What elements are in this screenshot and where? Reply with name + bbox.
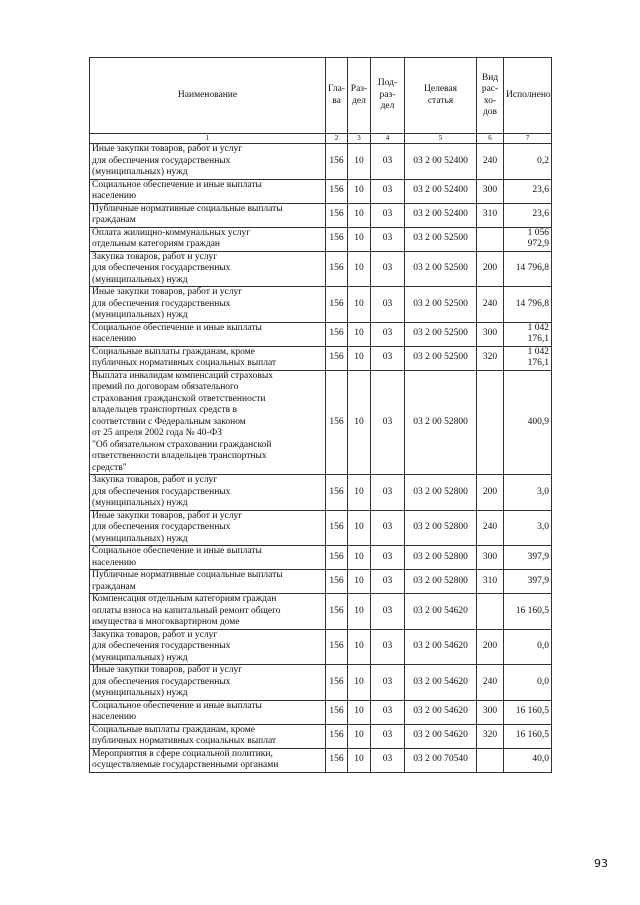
column-number: 7 (504, 134, 552, 144)
table-row (90, 700, 552, 724)
row-razdel: 10 (348, 748, 371, 772)
table-row (90, 227, 552, 251)
row-podrazdel: 03 (371, 144, 405, 180)
row-name: Иные закупки товаров, работ и услуг для обеспечения государственных (муниципальных) нужд (90, 144, 326, 180)
row-vid: 300 (477, 700, 504, 724)
column-number: 5 (405, 134, 477, 144)
row-amount: 0,0 (504, 629, 552, 665)
row-vid: 240 (477, 665, 504, 701)
row-name: Социальное обеспечение и иные выплаты населению (90, 322, 326, 346)
row-podrazdel: 03 (371, 629, 405, 665)
row-name: Мероприятия в сфере социальной политики, осуществляемые государственными органами (90, 748, 326, 772)
row-statya: 03 2 00 52800 (405, 546, 477, 570)
row-glava: 156 (326, 510, 348, 546)
row-name: Иные закупки товаров, работ и услуг для обеспечения государственных (муниципальных) нужд (90, 665, 326, 701)
row-name: Публичные нормативные социальные выплаты гражданам (90, 570, 326, 594)
row-podrazdel: 03 (371, 475, 405, 511)
row-podrazdel: 03 (371, 370, 405, 475)
row-glava: 156 (326, 370, 348, 475)
row-podrazdel: 03 (371, 748, 405, 772)
row-glava: 156 (326, 346, 348, 370)
row-podrazdel: 03 (371, 594, 405, 630)
row-podrazdel: 03 (371, 322, 405, 346)
header-row (90, 58, 552, 134)
row-glava: 156 (326, 322, 348, 346)
row-amount: 16 160,5 (504, 700, 552, 724)
header-razdel: Раз- дел (348, 58, 371, 134)
row-amount: 400,9 (504, 370, 552, 475)
row-vid: 320 (477, 724, 504, 748)
row-razdel: 10 (348, 700, 371, 724)
row-razdel: 10 (348, 203, 371, 227)
row-statya: 03 2 00 52500 (405, 322, 477, 346)
row-vid (477, 370, 504, 475)
header-glava: Гла- ва (326, 58, 348, 134)
row-vid: 310 (477, 570, 504, 594)
table-row (90, 665, 552, 701)
row-razdel: 10 (348, 724, 371, 748)
row-amount: 3,0 (504, 510, 552, 546)
row-glava: 156 (326, 287, 348, 323)
column-number: 3 (348, 134, 371, 144)
row-glava: 156 (326, 546, 348, 570)
table-row (90, 322, 552, 346)
row-razdel: 10 (348, 287, 371, 323)
header-amount: Исполнено (504, 58, 552, 134)
row-glava: 156 (326, 665, 348, 701)
row-vid: 320 (477, 346, 504, 370)
row-podrazdel: 03 (371, 700, 405, 724)
row-podrazdel: 03 (371, 510, 405, 546)
row-glava: 156 (326, 179, 348, 203)
row-amount: 40,0 (504, 748, 552, 772)
row-name: Социальное обеспечение и иные выплаты населению (90, 546, 326, 570)
row-podrazdel: 03 (371, 251, 405, 287)
row-name: Закупка товаров, работ и услуг для обеспечения государственных (муниципальных) нужд (90, 475, 326, 511)
row-podrazdel: 03 (371, 724, 405, 748)
table-row (90, 346, 552, 370)
row-podrazdel: 03 (371, 227, 405, 251)
table-row (90, 546, 552, 570)
row-vid: 300 (477, 546, 504, 570)
row-podrazdel: 03 (371, 203, 405, 227)
row-amount: 3,0 (504, 475, 552, 511)
row-razdel: 10 (348, 570, 371, 594)
column-number-row (90, 134, 552, 144)
row-vid (477, 227, 504, 251)
row-amount: 14 796,8 (504, 287, 552, 323)
row-glava: 156 (326, 227, 348, 251)
row-name: Публичные нормативные социальные выплаты гражданам (90, 203, 326, 227)
row-razdel: 10 (348, 251, 371, 287)
row-amount: 16 160,5 (504, 724, 552, 748)
row-amount: 14 796,8 (504, 251, 552, 287)
column-number: 1 (90, 134, 326, 144)
row-vid: 240 (477, 144, 504, 180)
row-razdel: 10 (348, 322, 371, 346)
row-amount: 0,0 (504, 665, 552, 701)
row-vid: 310 (477, 203, 504, 227)
row-statya: 03 2 00 54620 (405, 594, 477, 630)
row-name: Оплата жилищно-коммунальных услуг отдельным категориям граждан (90, 227, 326, 251)
page-number: 93 (594, 857, 608, 870)
row-statya: 03 2 00 54620 (405, 724, 477, 748)
column-number: 6 (477, 134, 504, 144)
table-row (90, 370, 552, 475)
row-podrazdel: 03 (371, 546, 405, 570)
table-row (90, 287, 552, 323)
table-row (90, 629, 552, 665)
row-statya: 03 2 00 52500 (405, 346, 477, 370)
budget-table (89, 57, 552, 773)
table-row (90, 748, 552, 772)
row-amount: 23,6 (504, 179, 552, 203)
row-vid (477, 594, 504, 630)
row-glava: 156 (326, 594, 348, 630)
row-amount: 1 042 176,1 (504, 346, 552, 370)
row-glava: 156 (326, 700, 348, 724)
table-row (90, 724, 552, 748)
row-amount: 0,2 (504, 144, 552, 180)
row-vid: 200 (477, 475, 504, 511)
row-amount: 16 160,5 (504, 594, 552, 630)
row-razdel: 10 (348, 179, 371, 203)
row-amount: 397,9 (504, 546, 552, 570)
row-statya: 03 2 00 52800 (405, 475, 477, 511)
row-name: Социальные выплаты гражданам, кроме публичных нормативных социальных выплат (90, 724, 326, 748)
row-name: Социальные выплаты гражданам, кроме публичных нормативных социальных выплат (90, 346, 326, 370)
header-podrazdel: Под- раз- дел (371, 58, 405, 134)
row-statya: 03 2 00 54620 (405, 700, 477, 724)
row-vid (477, 748, 504, 772)
row-glava: 156 (326, 748, 348, 772)
header-statya: Целевая статья (405, 58, 477, 134)
row-razdel: 10 (348, 346, 371, 370)
row-name: Закупка товаров, работ и услуг для обеспечения государственных (муниципальных) нужд (90, 629, 326, 665)
row-name: Социальное обеспечение и иные выплаты населению (90, 700, 326, 724)
row-name: Выплата инвалидам компенсаций страховых премий по договорам обязательного страхования гражданской ответственности владельцев транспортных средств в соответствии с Федеральным законом от 25 апреля 2002 года № 40-ФЗ "Об обязательном страховании гражданской ответственности владельцев транспортных средств" (90, 370, 326, 475)
row-amount: 1 042 176,1 (504, 322, 552, 346)
row-name: Компенсация отдельным категориям граждан оплаты взноса на капитальный ремонт общего имущества в многоквартирном доме (90, 594, 326, 630)
row-razdel: 10 (348, 546, 371, 570)
row-statya: 03 2 00 52400 (405, 144, 477, 180)
table-row (90, 203, 552, 227)
table-row (90, 510, 552, 546)
row-razdel: 10 (348, 475, 371, 511)
row-vid: 200 (477, 629, 504, 665)
row-vid: 200 (477, 251, 504, 287)
table-row (90, 144, 552, 180)
row-statya: 03 2 00 52400 (405, 179, 477, 203)
row-name: Социальное обеспечение и иные выплаты населению (90, 179, 326, 203)
row-statya: 03 2 00 52500 (405, 227, 477, 251)
column-number: 2 (326, 134, 348, 144)
row-glava: 156 (326, 251, 348, 287)
row-vid: 240 (477, 510, 504, 546)
row-razdel: 10 (348, 629, 371, 665)
row-amount: 23,6 (504, 203, 552, 227)
row-glava: 156 (326, 475, 348, 511)
row-razdel: 10 (348, 665, 371, 701)
row-podrazdel: 03 (371, 665, 405, 701)
row-statya: 03 2 00 52500 (405, 287, 477, 323)
column-number: 4 (371, 134, 405, 144)
row-podrazdel: 03 (371, 287, 405, 323)
row-glava: 156 (326, 724, 348, 748)
header-name: Наименование (90, 58, 326, 134)
row-razdel: 10 (348, 510, 371, 546)
row-statya: 03 2 00 52800 (405, 570, 477, 594)
row-glava: 156 (326, 203, 348, 227)
row-razdel: 10 (348, 370, 371, 475)
table-row (90, 475, 552, 511)
row-name: Иные закупки товаров, работ и услуг для обеспечения государственных (муниципальных) нужд (90, 287, 326, 323)
row-razdel: 10 (348, 227, 371, 251)
row-amount: 397,9 (504, 570, 552, 594)
row-statya: 03 2 00 54620 (405, 665, 477, 701)
table-row (90, 594, 552, 630)
row-podrazdel: 03 (371, 179, 405, 203)
table-row (90, 570, 552, 594)
row-vid: 300 (477, 322, 504, 346)
row-statya: 03 2 00 52800 (405, 370, 477, 475)
row-glava: 156 (326, 144, 348, 180)
row-vid: 300 (477, 179, 504, 203)
row-glava: 156 (326, 629, 348, 665)
header-vid: Вид рас- хо- дов (477, 58, 504, 134)
row-podrazdel: 03 (371, 570, 405, 594)
row-amount: 1 056 972,9 (504, 227, 552, 251)
table-row (90, 179, 552, 203)
row-statya: 03 2 00 70540 (405, 748, 477, 772)
row-razdel: 10 (348, 594, 371, 630)
row-name: Иные закупки товаров, работ и услуг для обеспечения государственных (муниципальных) нужд (90, 510, 326, 546)
row-razdel: 10 (348, 144, 371, 180)
row-statya: 03 2 00 52400 (405, 203, 477, 227)
row-statya: 03 2 00 52500 (405, 251, 477, 287)
table-row (90, 251, 552, 287)
row-statya: 03 2 00 54620 (405, 629, 477, 665)
row-vid: 240 (477, 287, 504, 323)
row-glava: 156 (326, 570, 348, 594)
row-podrazdel: 03 (371, 346, 405, 370)
row-statya: 03 2 00 52800 (405, 510, 477, 546)
row-name: Закупка товаров, работ и услуг для обеспечения государственных (муниципальных) нужд (90, 251, 326, 287)
